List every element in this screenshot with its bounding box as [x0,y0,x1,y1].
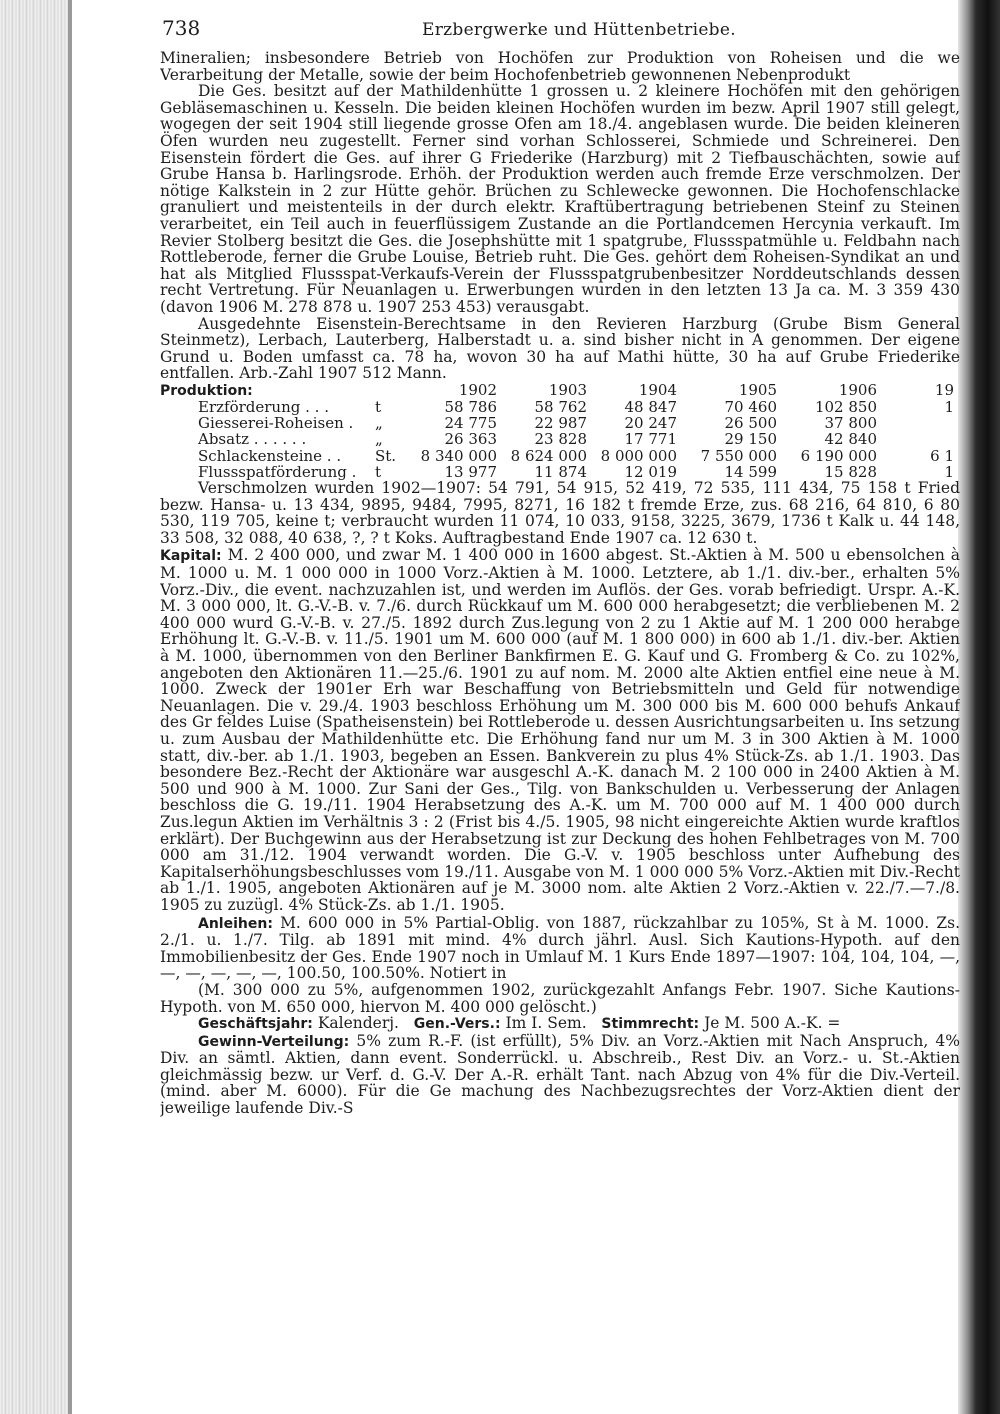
cell-value: 26 500 [724,414,777,433]
cell-value: 14 599 [724,462,777,481]
cell-value: 26 363 [444,430,497,449]
document-page [160,14,960,1409]
stimmrecht-text: Je M. 500 A.-K. = [704,1014,841,1033]
section-geschaeftsjahr [160,1015,960,1033]
cell-value [883,415,960,431]
stimmrecht-label: Stimmrecht: [601,1016,700,1033]
cell-value: 8 624 000 [510,446,587,465]
cell-value: 7 550 000 [700,446,777,465]
cell-value: 37 800 [824,414,877,433]
cell-value: 20 247 [624,414,677,433]
page-header [160,14,960,54]
row-name: Giesserei-Roheisen . [198,414,354,433]
paragraph-mining-rights: Ausgedehnte Eisenstein-Berechtsame in den Revieren Harzburg (Grube Bism General Steinmetz), Lerbach, Lauterberg, Halberstadt u. a. sind bisher nicht in A genommen. Der eigene Grund u. Boden umfasst ca. 78 ha, wovon 30 ha auf Mathi hütte, 30 ha auf Grube Friederike entfallen. Arb.-Zahl 1907 512 Mann. [160,314,960,383]
book-spine-right [958,0,1000,1414]
cell-value: 1 [944,398,954,417]
section-gewinn [160,1033,960,1117]
cell-value: 24 775 [444,414,497,433]
gv-label: Gen.-Vers.: [413,1016,501,1033]
cell-value: 70 460 [724,398,777,417]
book-edge-left [0,0,72,1414]
table-row [160,415,960,431]
row-name: Erzförderung . . . [198,398,329,417]
gewinn-text: 5% zum R.-F. (ist erfüllt), 5% Div. an Vorz.-Aktien mit Nach Anspruch, 4% Div. an sämtl. Aktien, dann event. Sonderrückl. u. Abschreib., Rest Div. an Vorz.- u. St.-Aktien gleichmässig bezw. ur Verf. d. G.-V. Der A.-R. erhält Tant. nach Abzug von 4% für die Div.-Verteil. (mind. aber M. 6000). Für die Ge machung des Nachbezugsrechtes der Vorz-Aktien dient der jeweilige laufende Div.-S [160,1031,960,1118]
paragraph-smelting-note: Verschmolzen wurden 1902—1907: 54 791, 54 915, 52 419, 72 535, 111 434, 75 158 t Fried bezw. Hansa- u. 13 434, 9895, 9484, 7995, 8271, 16 182 t fremde Erze, zus. 68 216, 64 810, 6 80 530, 119 705, keine t; verbraucht wurden 11 074, 10 033, 9158, 3225, 3679, 1736 t Kalk u. 44 148, 33 508, 32 088, 40 638, ?, ? t Koks. Auftragbestand Ende 1907 ca. 12 630 t. [160,479,960,547]
page-number: 738 [162,16,201,40]
cell-value: 11 874 [534,462,587,481]
table-row [160,464,960,480]
cell-value: 48 847 [624,398,677,417]
row-unit: „ [375,414,383,433]
cell-value: 6 190 000 [800,446,877,465]
cell-value: 22 987 [534,414,587,433]
row-unit: „ [375,430,383,449]
row-name: Absatz . . . . . . [198,430,307,449]
cell-value: 23 828 [534,430,587,449]
cell-value [883,431,960,447]
cell-value: 17 771 [624,430,677,449]
anleihen-text: M. 600 000 in 5% Partial-Oblig. von 1887, rückzahlbar zu 105%, St à M. 1000. Zs. 2./1. u. 1./7. Tilg. ab 1891 mit mind. 4% durch jährl. Ausl. Sich Kautions-Hypoth. auf den Immobilienbesitz der Ges. Ende 1907 noch in Umlauf M. 1 Kurs Ende 1897—1907: 104, 104, 104, —, —, —, —, —, —, 100.50, 100.50%. Notiert in [160,913,960,983]
table-row [160,399,960,415]
row-name: Flussspatförderung . [198,462,357,481]
kapital-label: Kapital: [160,548,222,565]
table-row [160,448,960,464]
production-label: Produktion: [160,382,253,399]
cell-value: 12 019 [624,462,677,481]
paragraph-intro: Mineralien; insbesondere Betrieb von Hochöfen zur Produktion von Roheisen und die we Verarbeitung der Metalle, sowie der beim Hochofenbetrieb gewonnenen Nebenprodukt [160,49,960,84]
year-header: 1905 [738,381,777,400]
anleihen-note: (M. 300 000 zu 5%, aufgenommen 1902, zurückgezahlt Anfangs Febr. 1907. Siche Kautions-Hypoth. von M. 650 000, hiervon M. 400 000 gelöscht.) [160,980,960,1016]
anleihen-label: Anleihen: [198,915,273,932]
gewinn-label: Gewinn-Verteilung: [198,1033,350,1050]
cell-value: 1 [944,462,954,481]
cell-value: 58 762 [534,398,587,417]
cell-value: 6 1 [930,446,954,465]
geschaeftsjahr-text: Kalenderj. [317,1014,399,1033]
cell-value: 42 840 [824,430,877,449]
running-title: Erzbergwerke und Hüttenbetriebe. [422,20,736,40]
cell-value: 15 828 [824,462,877,481]
kapital-text: M. 2 400 000, und zwar M. 1 400 000 in 1600 abgest. St.-Aktien à M. 500 u ebensolchen à M. 1000 u. M. 1 000 000 in 1000 Vorz.-Aktien à M. 1000. Letztere, ab 1./1. div.-ber., erhalten 5% Vorz.-Div., die event. nachzuzahlen ist, und werden im Auflös. der Ges. vorab befriedigt. Urspr. A.-K. M. 3 000 000, lt. G.-V.-B. v. 7./6. durch Rückkauf um M. 600 000 herabgesetzt; die verbliebenen M. 2 400 000 wurd G.-V.-B. v. 27./5. 1892 durch Zus.legung von 2 zu 1 Aktie auf M. 1 200 000 herabge Erhöhung lt. G.-V.-B. v. 11./5. 1901 um M. 600 000 (auf M. 1 800 000) in 600 ab 1./1. div.-ber. Aktien à M. 1000, übernommen von den Berliner Bankfirmen E. G. Kauf und G. Fromberg & Co. zu 102%, angeboten den Aktionären 11.—25./6. 1901 zu auf nom. M. 2000 alte Aktien entfiel eine neue à M. 1000. Zweck der 1901er Erh war Beschaffung von Betriebsmitteln und Geld für notwendige Neuanlagen. Die v. 29./4. 1903 beschloss Erhöhung um M. 300 000 bis M. 600 000 behufs Ankauf des Gr feldes Luise (Spatheisenstein) bei Rottleberode u. dessen Ausrichtungsarbeiten u. Ins setzung u. zum Ausbau der Mathildenhütte etc. Die Erhöhung fand nur um M. 3 in 300 Aktien à M. 1000 statt, div.-ber. ab 1./1. 1903, begeben an Essen. Bankverein zu plus 4% Stück-Zs. ab 1./1. 1903. Das besondere Bez.-Recht der Aktionäre war ausgeschl A.-K. danach M. 2 100 000 in 2400 Aktien à M. 500 und 900 à M. 1000. Zur Sani der Ges., Tilg. von Bankschulden u. Verbesserung der Anlagen beschloss die G. 19./11. 1904 Herabsetzung des A.-K. um M. 700 000 auf M. 1 400 000 durch Zus.legun Aktien im Verhältnis 3 : 2 (Frist bis 4./5. 1905, 98 nicht eingereichte Aktien wurde kraftlos erklärt). Der Buchgewinn aus der Herabsetzung ist zur Deckung des hohen Fehlbetrages von M. 700 000 am 31./12. 1904 verwandt worden. Die G.-V. v. 1905 beschloss unter Aufhebung des Kapitalserhöhungsbeschlusses vom 19./11. Ausgabe von M. 1 000 000 5% Vorz.-Aktien mit Div.-Recht ab 1./1. 1905, angeboten Aktionären auf je M. 3000 nom. alte Aktien 2 Vorz.-Aktien v. 22./7.—7./8. 1905 zu zuzügl. 4% Stück-Zs. ab 1./1. 1905. [160,546,960,914]
row-unit: St. [375,446,397,465]
year-header: 1906 [838,381,877,400]
gv-text: Im I. Sem. [505,1014,587,1033]
cell-value: 58 786 [444,398,497,417]
year-header: 1903 [548,381,587,400]
cell-value: 29 150 [724,430,777,449]
section-anleihen [160,915,960,982]
cell-value: 8 340 000 [420,446,497,465]
cell-value: 102 850 [814,398,877,417]
row-unit: t [375,398,382,417]
paragraph-plant: Die Ges. besitzt auf der Mathildenhütte 1 grossen u. 2 kleinere Hochöfen mit den gehörigen Gebläsemaschinen u. Kesseln. Die beiden kleinen Hochöfen wurden im bezw. April 1907 still gelegt, wogegen der seit 1904 still liegende grosse Ofen am 18./4. angeblasen wurde. Die beiden kleineren Öfen wurden neu zugestellt. Ferner sind vorhan Schlosserei, Schmiede und Schreinerei. Den Eisenstein fördert die Ges. auf ihrer G Friederike (Harzburg) mit 2 Tiefbauschächten, sowie auf Grube Hansa b. Harlingsrode. Erhöh. der Produktion werden auch fremde Erze verschmolzen. Der nötige Kalkstein in 2 zur Hütte gehör. Brüchen zu Schlewecke gewonnen. Die Hochofenschlacke granuliert und meistenteils in der durch elektr. Kraftübertragung betriebenen Steinf zu Steinen verarbeitet, ein Teil auch in feuerflüssigem Zustande an die Portlandcemen Hercynia verkauft. Im Revier Stolberg besitzt die Ges. die Josephshütte mit 1 spatgrube, Flussspatmühle u. Feldbahn nach Rottleberode, ferner die Grube Louise, Betrieb ruht. Die Ges. gehört dem Roheisen-Syndikat an und hat als Mitglied Flussspat-Verkaufs-Verein der Flussspatgrubenbesitzer Norddeutschlands dessen recht Vertretung. Für Neuanlagen u. Erwerbungen wurden in den letzten 13 Ja ca. M. 3 359 430 (davon 1906 M. 278 878 u. 1907 253 453) verausgabt. [160,82,960,316]
cell-value: 8 000 000 [600,446,677,465]
year-header: 1904 [638,381,677,400]
year-header: 19 [934,381,954,400]
section-kapital [160,547,960,913]
production-header-row [160,382,960,399]
page-content [160,50,960,1117]
cell-value: 13 977 [444,462,497,481]
row-name: Schlackensteine . . [198,446,342,465]
table-row [160,431,960,447]
year-header: 1902 [458,381,497,400]
geschaeftsjahr-label: Geschäftsjahr: [198,1016,313,1033]
row-unit: t [375,462,382,481]
production-table [160,382,960,480]
